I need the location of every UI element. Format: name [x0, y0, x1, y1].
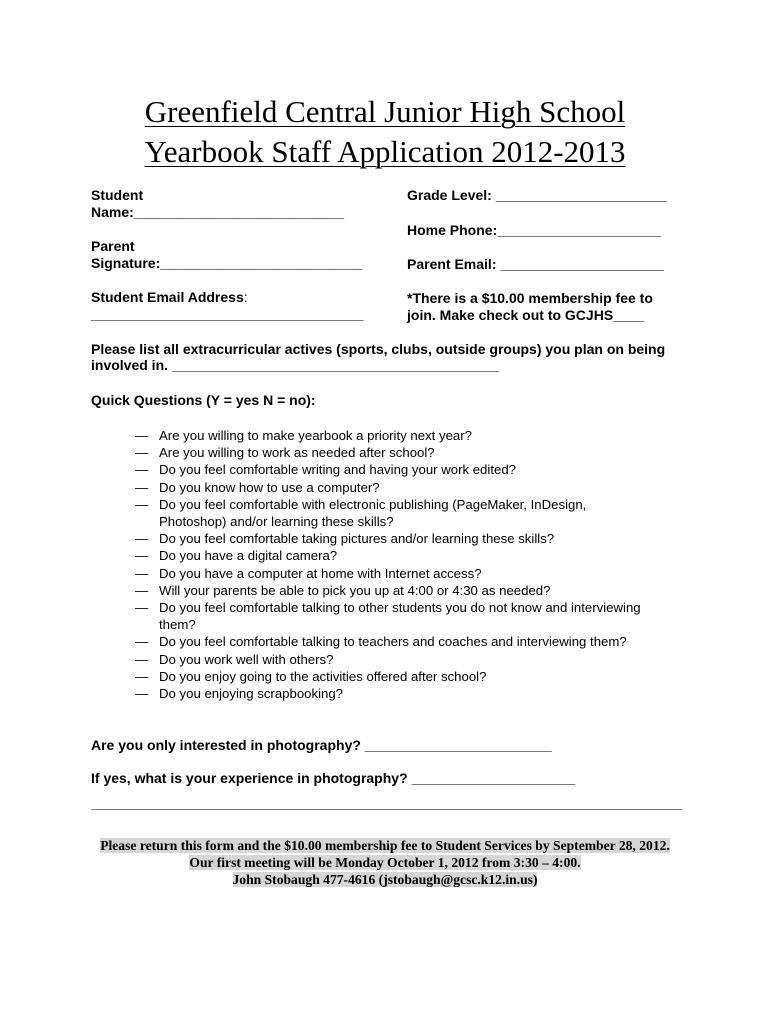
quick-question-item [135, 582, 679, 599]
quick-question-text: Do you feel comfortable talking to teachers and coaches and interviewing them? [159, 634, 627, 650]
extracurricular-prompt: Please list all extracurricular actives (sports, clubs, outside groups) you plan on being [91, 341, 666, 357]
footer-meeting-text: Our first meeting will be Monday October 1, 2012 from 3:30 – 4:00. [189, 855, 581, 870]
title-application: Yearbook Staff Application 2012-2013 [144, 134, 626, 169]
quick-question-text: Do you feel comfortable talking to other students you do not know and interviewing [159, 600, 641, 616]
footer-contact [0, 871, 770, 888]
fee-note-line1: *There is a $10.00 membership fee to [407, 290, 653, 306]
dash-marker: — [135, 651, 149, 667]
dash-marker: — [135, 600, 149, 616]
dash-marker: — [135, 548, 149, 564]
dash-marker: — [135, 565, 149, 581]
quick-question-item [135, 444, 679, 461]
photography-experience-question: If yes, what is your experience in photography? _____________________ [91, 770, 576, 786]
dash-marker: — [135, 582, 149, 598]
parent-email-field: Parent Email: _____________________ [407, 256, 664, 272]
quick-question-item [135, 496, 679, 530]
parent-signature-label: Parent [91, 238, 135, 254]
quick-question-text: Do you feel comfortable with electronic publishing (PageMaker, InDesign, [159, 496, 587, 512]
dash-marker: — [135, 634, 149, 650]
dash-marker: — [135, 445, 149, 461]
extracurricular-answer-line: involved in. __________________________________________ [91, 357, 499, 373]
quick-question-text: Will your parents be able to pick you up at 4:00 or 4:30 as needed? [159, 582, 551, 598]
title-school: Greenfield Central Junior High School [144, 94, 626, 129]
student-name-field: Name:___________________________ [91, 204, 345, 220]
quick-question-text: Do you enjoying scrapbooking? [159, 686, 344, 702]
photography-answer-line: ________________________________________________________________________________ [91, 796, 683, 811]
dash-marker: — [135, 428, 149, 443]
quick-question-text: Are you willing to make yearbook a priority next year? [159, 428, 472, 443]
quick-question-item [135, 685, 679, 702]
quick-question-item [135, 651, 679, 668]
quick-question-item [135, 565, 679, 582]
home-phone-field: Home Phone:_____________________ [407, 222, 661, 238]
student-email-label-text: Student Email Address [91, 289, 244, 305]
dash-marker: — [135, 496, 149, 512]
quick-question-text: Do you work well with others? [159, 651, 334, 667]
quick-question-text: Do you feel comfortable writing and having your work edited? [159, 462, 516, 478]
quick-question-text: them? [159, 617, 196, 633]
quick-questions-heading: Quick Questions (Y = yes N = no): [91, 392, 316, 408]
quick-question-text: Do you enjoy going to the activities offered after school? [159, 668, 487, 684]
quick-question-item [135, 530, 679, 547]
grade-level-field: Grade Level: ______________________ [407, 187, 667, 203]
photography-only-question: Are you only interested in photography? ________________________ [91, 737, 552, 753]
quick-question-item [135, 427, 679, 444]
dash-marker: — [135, 686, 149, 702]
quick-questions-list [135, 427, 679, 702]
quick-question-item [135, 461, 679, 478]
quick-question-text: Do you know how to use a computer? [159, 479, 380, 495]
fee-note-line2: join. Make check out to GCJHS____ [407, 307, 645, 323]
quick-question-item [135, 547, 679, 564]
quick-question-text: Do you have a digital camera? [159, 548, 338, 564]
parent-signature-field: Signature:__________________________ [91, 255, 363, 271]
student-email-colon: : [243, 289, 248, 305]
footer-contact-text: John Stobaugh 477-4616 (jstobaugh@gcsc.k12.in.us) [232, 872, 538, 887]
footer-return-note [0, 837, 770, 854]
quick-question-item [135, 668, 679, 685]
student-name-label: Student [91, 187, 144, 203]
quick-question-item [135, 479, 679, 496]
quick-question-text: Are you willing to work as needed after school? [159, 445, 435, 461]
dash-marker: — [135, 479, 149, 495]
quick-question-item [135, 633, 679, 650]
student-email-field: ___________________________________ [91, 306, 364, 322]
footer-return-text: Please return this form and the $10.00 membership fee to Student Services by September 28, 2012. [100, 838, 670, 853]
dash-marker: — [135, 668, 149, 684]
dash-marker: — [135, 462, 149, 478]
footer-meeting-note [0, 854, 770, 871]
student-email-label [91, 289, 248, 306]
quick-question-text: Do you have a computer at home with Internet access? [159, 565, 482, 581]
quick-question-item [135, 599, 679, 633]
dash-marker: — [135, 531, 149, 547]
quick-question-text: Do you feel comfortable taking pictures and/or learning these skills? [159, 531, 555, 547]
quick-question-text: Photoshop) and/or learning these skills? [159, 514, 394, 530]
